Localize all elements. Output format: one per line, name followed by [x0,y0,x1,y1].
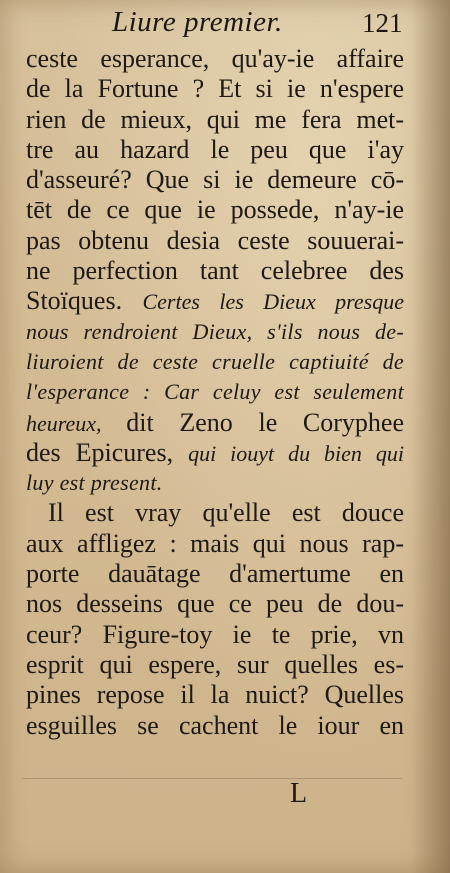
page-gutter-shadow [410,0,450,873]
text-line-mixed [26,438,404,468]
text-line: de la Fortune ? Et si ie n'espere [26,74,404,104]
text-line-italic [26,377,404,407]
text-line-italic: liuroient de ceste cruelle captiuité de [26,348,404,374]
body-text [26,44,404,741]
text-line: nos desseins que ce peu de dou- [26,589,404,619]
text-line: tēt de ce que ie possede, n'ay-ie [26,195,404,225]
bottom-margin-rule [22,778,402,779]
text-line: rien de mieux, qui me fera met- [26,104,404,134]
italic-segment: qui iouyt du bien qui [188,440,405,466]
signature-mark: L [290,778,308,809]
italic-segment: Certes les Dieux presque [142,289,404,315]
text-line: d'asseuré? Que si ie demeure cō- [26,165,404,195]
page-number: 121 [362,8,403,38]
roman-segment: Stoïques. [26,286,143,316]
text-line: esguilles se cachent le iour en [26,710,404,740]
text-line-italic: nous rendroient Dieux, s'ils nous de- [26,318,404,344]
text-line: ne perfection tant celebree des [26,256,404,286]
text-line-mixed [26,408,404,438]
text-line: pas obtenu desia ceste souuerai- [26,225,404,255]
italic-segment: heureux, [26,410,127,436]
roman-segment: des Epicures, [26,437,189,467]
running-title: Liure premier. [112,6,283,38]
page-header [0,4,450,40]
roman-segment: dit Zeno le Coryphee [126,407,404,437]
paragraph-start-line: Il est vray qu'elle est douce [48,498,404,528]
text-line: esprit qui espere, sur quelles es- [26,649,404,679]
text-line: tre au hazard le peu que i'ay [26,134,404,164]
italic-segment: l'esperance : [26,379,165,405]
italic-segment: Car celuy est seulement [164,379,404,405]
text-line-mixed [26,286,404,316]
text-line: ceur? Figure-toy ie te prie, vn [26,619,404,649]
text-line: porte dauātage d'amertume en [26,559,404,589]
text-line: pines repose il la nuict? Quelles [26,680,404,710]
text-line: aux affligez : mais qui nous rap- [26,528,404,558]
text-line: ceste esperance, qu'ay-ie affaire [26,44,404,73]
text-line-italic: luy est present. [26,470,163,496]
